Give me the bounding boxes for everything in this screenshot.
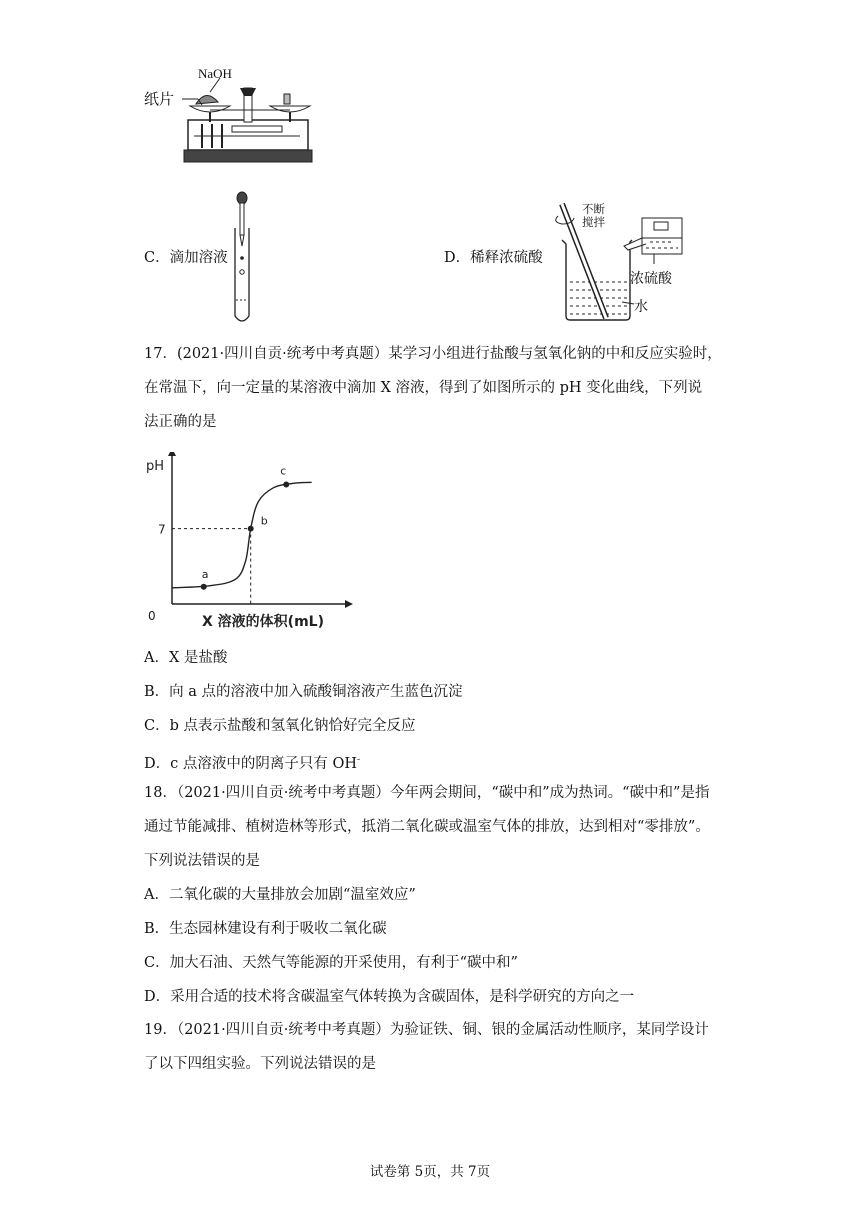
origin-label: 0 xyxy=(148,609,156,623)
point-c xyxy=(283,481,289,487)
point-b xyxy=(248,526,254,532)
naoh-label: NaOH xyxy=(198,66,232,81)
ph-chart xyxy=(140,452,360,637)
point-label-c: c xyxy=(280,464,287,478)
q17-line-3: 法正确的是 xyxy=(144,414,217,430)
q18-option-c: C．加大石油、天然气等能源的开采使用，有利于“碳中和” xyxy=(144,955,518,971)
q16-option-c: C．滴加溶液 xyxy=(144,250,228,266)
q17-option-b: B．向 a 点的溶液中加入硫酸铜溶液产生蓝色沉淀 xyxy=(144,684,463,700)
y-axis-label: pH xyxy=(146,459,165,474)
q17-option-d xyxy=(144,750,360,774)
water-label: 水 xyxy=(634,299,648,315)
stir-label-1: 不断 xyxy=(582,202,605,216)
ph-curve xyxy=(172,482,312,588)
stir-label-2: 搅拌 xyxy=(582,215,605,229)
point-label-a: a xyxy=(201,567,209,581)
page-footer: 试卷第 5页，共 7页 xyxy=(369,1164,491,1180)
q17-option-a: A．X 是盐酸 xyxy=(144,650,228,666)
q19-line-2: 了以下四组实验。下列说法错误的是 xyxy=(144,1056,376,1072)
x-axis-label: X 溶液的体积(mL) xyxy=(202,614,324,630)
q18-line-2: 通过节能减排、植树造林等形式，抵消二氧化碳或温室气体的排放，达到相对“零排放”。 xyxy=(144,819,710,835)
dropper-testtube-figure xyxy=(228,188,258,328)
q18-option-d: D．采用合适的技术将含碳温室气体转换为含碳固体，是科学研究的方向之一 xyxy=(144,989,635,1005)
dilution-figure xyxy=(550,198,690,326)
q17-line-1: 17．(2021·四川自贡·统考中考真题）某学习小组进行盐酸与氢氧化钠的中和反应实验时， xyxy=(144,346,722,362)
q16-option-d: D．稀释浓硫酸 xyxy=(444,250,543,266)
acid-label: 浓硫酸 xyxy=(630,271,672,287)
q17-option-c: C．b 点表示盐酸和氢氧化钠恰好完全反应 xyxy=(144,718,416,734)
paper-label: 纸片 xyxy=(144,90,175,108)
q17-option-d-text: D．c 点溶液中的阴离子只有 OH xyxy=(144,755,357,772)
q19-line-1: 19．（2021·四川自贡·统考中考真题）为验证铁、铜、银的金属活动性顺序，某同学设计 xyxy=(144,1022,709,1038)
q17-line-2: 在常温下，向一定量的某溶液中滴加 X 溶液，得到了如图所示的 pH 变化曲线，下列说 xyxy=(144,380,703,396)
y-tick-label-7: 7 xyxy=(158,522,166,537)
y-axis-arrow xyxy=(168,452,176,456)
q18-option-b: B．生态园林建设有利于吸收二氧化碳 xyxy=(144,921,387,937)
point-a xyxy=(201,584,207,590)
q18-option-a: A．二氧化碳的大量排放会加剧“温室效应” xyxy=(144,887,416,903)
q18-line-1: 18．（2021·四川自贡·统考中考真题）今年两会期间，“碳中和”成为热词。“碳中和”是指 xyxy=(144,785,710,801)
balance-figure xyxy=(140,66,320,176)
x-axis-arrow xyxy=(345,600,353,608)
q17-option-d-superscript: - xyxy=(357,755,361,765)
q18-line-3: 下列说法错误的是 xyxy=(144,853,260,869)
point-label-b: b xyxy=(260,514,268,528)
